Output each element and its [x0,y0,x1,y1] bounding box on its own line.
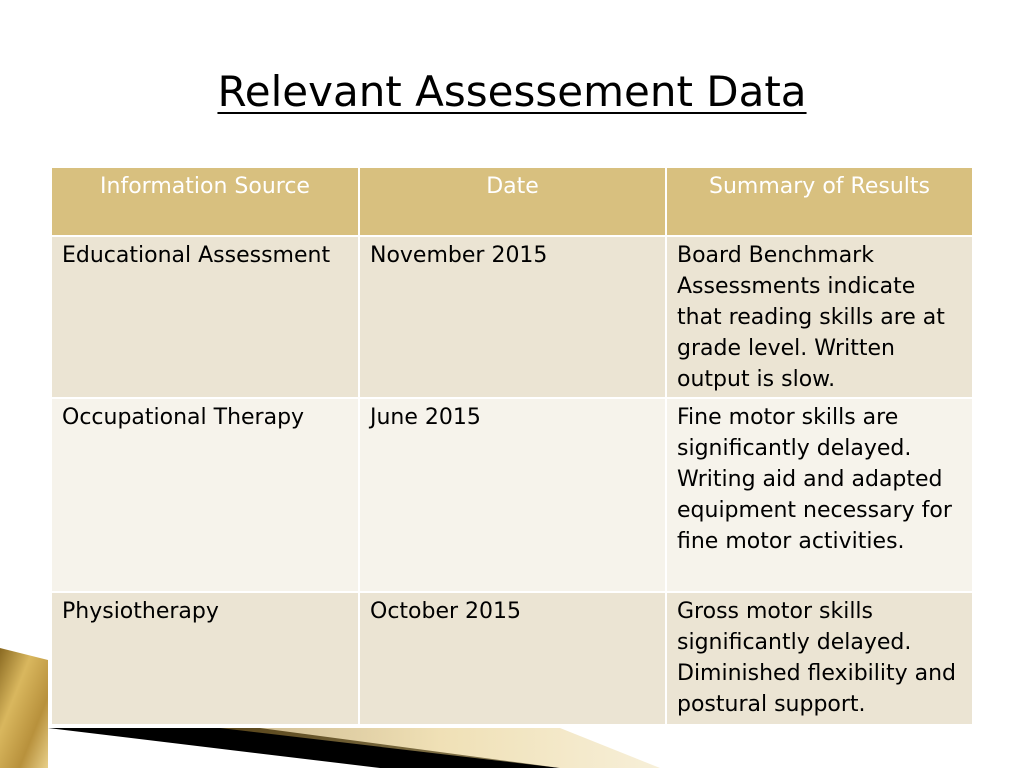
cell-summary: Gross motor skills significantly delayed. Diminished flexibility and postural support. [666,592,973,725]
gold-wedge-shape [0,648,48,768]
slide-title-text: Relevant Assessement Data [217,67,807,116]
black-stripe-shape [48,728,560,768]
cell-summary: Fine motor skills are significantly delayed. Writing aid and adapted equipment necessary for fine motor activities. [666,398,973,592]
cell-summary: Board Benchmark Assessments indicate that reading skills are at grade level. Written output is slow. [666,236,973,398]
slide-title [0,62,1024,122]
assessment-table-container [50,166,972,726]
cell-date: October 2015 [359,592,666,725]
table-row [51,236,973,398]
assessment-table [50,166,974,726]
header-information-source: Information Source [51,167,359,236]
cell-date: November 2015 [359,236,666,398]
table-row [51,592,973,725]
header-summary-of-results: Summary of Results [666,167,973,236]
table-row [51,398,973,592]
cell-source: Physiotherapy [51,592,359,725]
cell-source: Occupational Therapy [51,398,359,592]
gold-stripe-shape [220,728,660,768]
cell-date: June 2015 [359,398,666,592]
header-date: Date [359,167,666,236]
table-header-row [51,167,973,236]
cell-source: Educational Assessment [51,236,359,398]
